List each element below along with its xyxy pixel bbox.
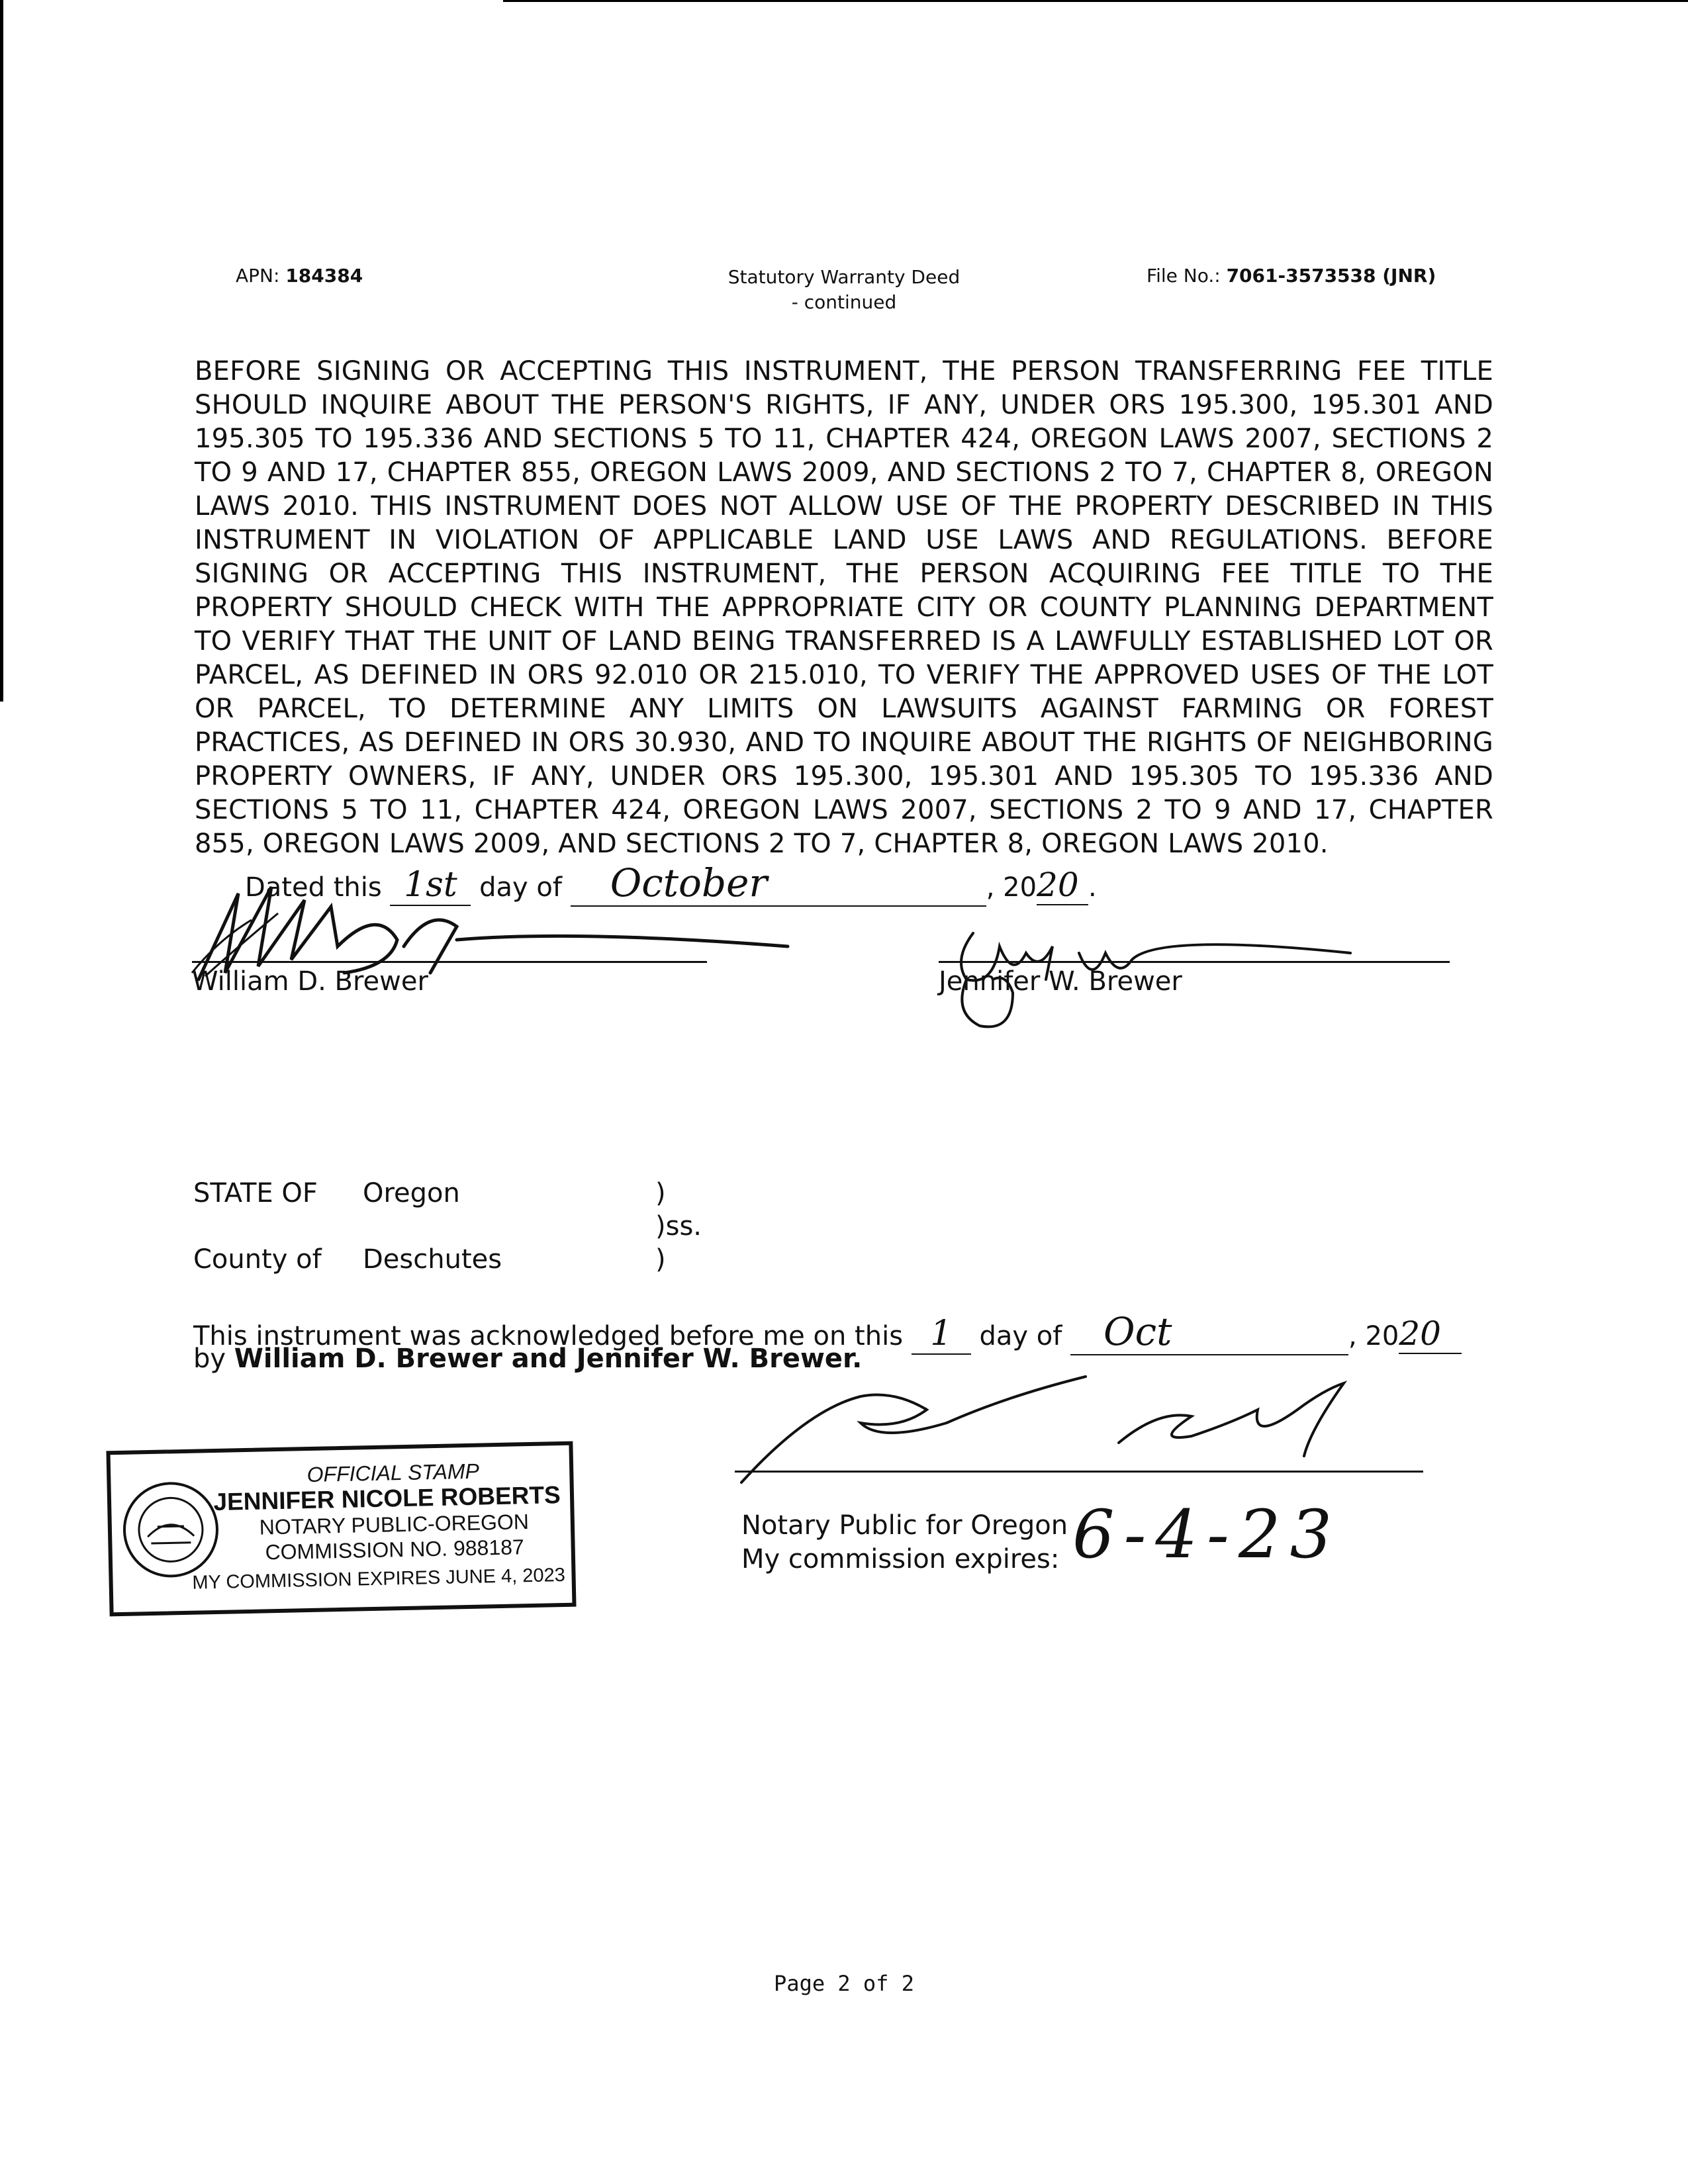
stamp-commission-number: COMMISSION NO. 988187 [265, 1535, 525, 1565]
file-value: 7061-3573538 (JNR) [1226, 265, 1436, 287]
william-signature-line [192, 961, 707, 963]
stamp-commission-expiry: MY COMMISSION EXPIRES JUNE 4, 2023 [192, 1564, 566, 1594]
by-label: by [193, 1343, 226, 1374]
apn-value: 184384 [285, 265, 363, 287]
document-title: Statutory Warranty Deed [727, 266, 961, 288]
document-title-block [662, 265, 1026, 315]
jennifer-name: Jennifer W. Brewer [939, 966, 1182, 997]
dated-day-handwritten: 1st [404, 865, 457, 905]
stamp-notary-name: JENNIFER NICOLE ROBERTS [213, 1481, 561, 1516]
dated-year-handwritten: 20 [1037, 866, 1079, 904]
page-number: Page 2 of 2 [774, 1971, 914, 1996]
document-subtitle: - continued [791, 291, 897, 313]
venue-paren-2: ) [655, 1244, 666, 1275]
dated-period: . [1088, 872, 1097, 903]
apn-header [236, 265, 363, 287]
county-value: Deschutes [363, 1244, 502, 1275]
ack-day-handwritten: 1 [930, 1314, 953, 1353]
notary-public-label: Notary Public for Oregon [741, 1510, 1068, 1541]
seal-text-holder [111, 1453, 230, 1456]
state-value: Oregon [363, 1178, 460, 1208]
county-label: County of [193, 1244, 322, 1275]
venue-paren-1: ) [655, 1178, 666, 1208]
file-label: File No.: [1147, 265, 1221, 287]
ack-day-of: day of [979, 1321, 1062, 1351]
scan-edge-left [0, 0, 3, 702]
ack-year-handwritten: 20 [1399, 1314, 1441, 1353]
jennifer-signature-line [939, 961, 1450, 963]
state-label: STATE OF [193, 1178, 318, 1208]
notary-signature-line [735, 1471, 1423, 1473]
by-names: William D. Brewer and Jennifer W. Brewer. [234, 1343, 863, 1374]
apn-label: APN: [236, 265, 280, 287]
ack-month-handwritten: Oct [1103, 1309, 1172, 1354]
william-name: William D. Brewer [192, 966, 428, 997]
file-number-header [1147, 265, 1436, 287]
commission-expires-handwritten: 6-4-23 [1072, 1496, 1342, 1573]
stamp-official-label: OFFICIAL STAMP [306, 1459, 480, 1487]
dated-day-of: day of [479, 872, 562, 903]
dated-month-handwritten: October [610, 860, 768, 905]
ack-prefix: This instrument was acknowledged before me on this [193, 1321, 904, 1351]
ors-disclaimer-paragraph: BEFORE SIGNING OR ACCEPTING THIS INSTRUMENT, THE PERSON TRANSFERRING FEE TITLE SHOULD INQUIRE ABOUT THE PERSON'S RIGHTS, IF ANY, UNDER ORS 195.300, 195.301 AND 195.305 TO 195.336 AND SECTIONS 5 TO 11, CHAPTER 424, OREGON LAWS 2007, SECTIONS 2 TO 9 AND 17, CHAPTER 855, OREGON LAWS 2009, AND SECTIONS 2 TO 7, CHAPTER 8, OREGON LAWS 2010. THIS INSTRUMENT DOES NOT ALLOW USE OF THE PROPERTY DESCRIBED IN THIS INSTRUMENT IN VIOLATION OF APPLICABLE LAND USE LAWS AND REGULATIONS. BEFORE SIGNING OR ACCEPTING THIS INSTRUMENT, THE PERSON ACQUIRING FEE TITLE TO THE PROPERTY SHOULD CHECK WITH THE APPROPRIATE CITY OR COUNTY PLANNING DEPARTMENT TO VERIFY THAT THE UNIT OF LAND BEING TRANSFERRED IS A LAWFULLY ESTABLISHED LOT OR PARCEL, AS DEFINED IN ORS 92.010 OR 215.010, TO VERIFY THE APPROVED USES OF THE LOT OR PARCEL, TO DETERMINE ANY LIMITS ON LAWSUITS AGAINST FARMING OR FOREST PRACTICES, AS DEFINED IN ORS 30.930, AND TO INQUIRE ABOUT THE RIGHTS OF NEIGHBORING PROPERTY OWNERS, IF ANY, UNDER ORS 195.300, 195.301 AND 195.305 TO 195.336 AND SECTIONS 5 TO 11, CHAPTER 424, OREGON LAWS 2007, SECTIONS 2 TO 9 AND 17, CHAPTER 855, OREGON LAWS 2009, AND SECTIONS 2 TO 7, CHAPTER 8, OREGON LAWS 2010. [195, 356, 1493, 859]
venue-ss: )ss. [655, 1211, 702, 1242]
commission-expires-label: My commission expires: [741, 1544, 1060, 1574]
dated-prefix: Dated this [245, 872, 382, 903]
official-notary-stamp [106, 1441, 576, 1617]
scan-edge-top [503, 0, 1688, 2]
ack-year-prefix: , 20 [1348, 1321, 1399, 1351]
stamp-notary-title: NOTARY PUBLIC-OREGON [259, 1510, 530, 1539]
dated-year-prefix: , 20 [986, 872, 1037, 903]
